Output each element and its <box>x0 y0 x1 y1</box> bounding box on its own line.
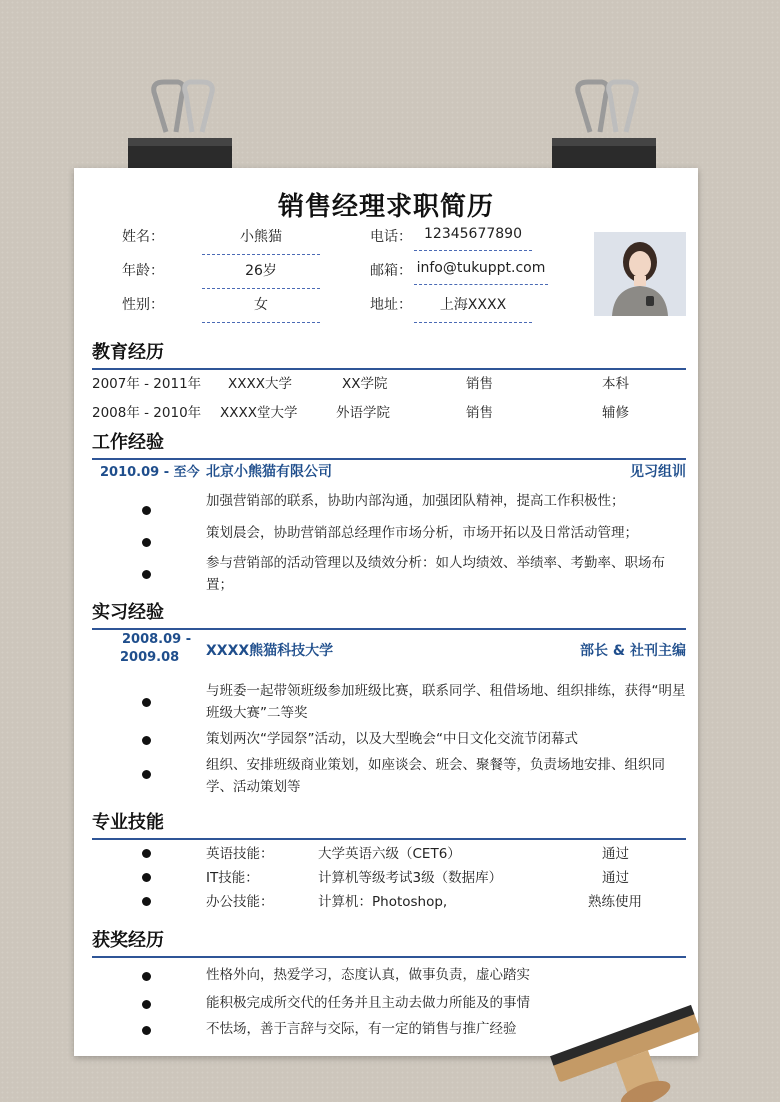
edu-major: 销售 <box>466 405 493 421</box>
edu-college: XX学院 <box>342 376 388 392</box>
bullet-icon <box>142 1026 151 1035</box>
profile-photo <box>594 232 686 316</box>
intern-item-text: 组织、安排班级商业策划，如座谈会、班会、聚餐等，负责场地安排、组织同学、活动策划等 <box>206 757 665 795</box>
bullet-icon <box>142 770 151 779</box>
address-value: 上海XXXX <box>414 294 532 323</box>
phone-value: 12345677890 <box>414 226 532 251</box>
skill-row <box>92 842 686 864</box>
phone-label: 电话： <box>370 229 412 245</box>
work-item-text: 策划晨会，协助营销部总经理作市场分析，市场开拓以及日常活动管理； <box>206 525 638 541</box>
bullet-icon <box>142 538 151 547</box>
work-role: 见习组训 <box>630 464 686 480</box>
education-row <box>92 372 686 394</box>
resume-paper <box>74 168 698 1056</box>
awards-heading: 获奖经历 <box>92 926 686 958</box>
skill-result: 通过 <box>602 846 629 862</box>
award-text: 性格外向，热爱学习，态度认真，做事负责，虚心踏实 <box>206 967 530 983</box>
bullet-icon <box>142 972 151 981</box>
info-row-gender <box>74 294 574 324</box>
name-value: 小熊猫 <box>202 226 320 255</box>
info-row-name <box>74 226 574 256</box>
work-item-text: 参与营销部的活动管理以及绩效分析：如人均绩效、举绩率、考勤率、职场布置； <box>206 555 665 593</box>
gender-label: 性别： <box>122 297 164 313</box>
skill-result: 熟练使用 <box>588 894 642 910</box>
intern-item-text: 策划两次“学园祭”活动，以及大型晚会“中日文化交流节闭幕式 <box>206 731 578 747</box>
edu-degree: 辅修 <box>602 405 629 421</box>
bullet-icon <box>142 849 151 858</box>
email-label: 邮箱： <box>370 263 412 279</box>
resume-title: 销售经理求职简历 <box>277 192 494 222</box>
info-row-age <box>74 260 574 290</box>
skills-heading: 专业技能 <box>92 808 686 840</box>
email-value: info@tukuppt.com <box>414 260 548 285</box>
intern-period-end: 2009.08 <box>120 650 180 665</box>
edu-period: 2008年 - 2010年 <box>92 405 202 421</box>
bullet-icon <box>142 698 151 707</box>
name-label: 姓名： <box>122 229 164 245</box>
skill-detail: 计算机：Photoshop, <box>318 894 448 910</box>
edu-major: 销售 <box>466 376 493 392</box>
skill-name: 英语技能： <box>206 846 274 862</box>
gender-value: 女 <box>202 294 320 323</box>
wooden-stamp-icon <box>540 982 720 1102</box>
intern-period-start: 2008.09 - <box>122 632 192 647</box>
skill-row <box>92 890 686 912</box>
edu-period: 2007年 - 2011年 <box>92 376 202 392</box>
work-period: 2010.09 - 至今 <box>100 465 200 480</box>
skill-name: IT技能： <box>206 870 259 886</box>
bullet-icon <box>142 570 151 579</box>
education-heading: 教育经历 <box>92 338 686 370</box>
edu-degree: 本科 <box>602 376 629 392</box>
edu-college: 外语学院 <box>336 405 390 421</box>
work-company: 北京小熊猫有限公司 <box>206 464 332 480</box>
award-text: 能积极完成所交代的任务并且主动去做力所能及的事情 <box>206 995 530 1011</box>
skill-row <box>92 866 686 888</box>
portrait-image <box>594 232 686 316</box>
work-item-text: 加强营销部的联系，协助内部沟通，加强团队精神，提高工作积极性； <box>206 493 625 509</box>
bullet-icon <box>142 1000 151 1009</box>
intern-heading: 实习经验 <box>92 598 686 630</box>
skill-result: 通过 <box>602 870 629 886</box>
age-value: 26岁 <box>202 260 320 289</box>
intern-role: 部长 & 社刊主编 <box>580 643 686 659</box>
skill-detail: 计算机等级考试3级（数据库） <box>318 870 503 886</box>
skill-name: 办公技能： <box>206 894 274 910</box>
award-text: 不怯场，善于言辞与交际，有一定的销售与推广经验 <box>206 1021 517 1037</box>
intern-company: XXXX熊猫科技大学 <box>206 643 334 659</box>
work-heading: 工作经验 <box>92 428 686 460</box>
intern-item-text: 与班委一起带领班级参加班级比赛，联系同学、租借场地、组织排练，获得“明星班级大赛”二等奖 <box>206 683 686 721</box>
age-label: 年龄： <box>122 263 164 279</box>
education-row <box>92 401 686 423</box>
bullet-icon <box>142 506 151 515</box>
edu-school: XXXX大学 <box>228 376 292 392</box>
bullet-icon <box>142 736 151 745</box>
bullet-icon <box>142 873 151 882</box>
address-label: 地址： <box>370 297 412 313</box>
skill-detail: 大学英语六级（CET6） <box>318 846 461 862</box>
intern-header <box>92 632 686 672</box>
bullet-icon <box>142 897 151 906</box>
edu-school: XXXX堂大学 <box>220 405 298 421</box>
